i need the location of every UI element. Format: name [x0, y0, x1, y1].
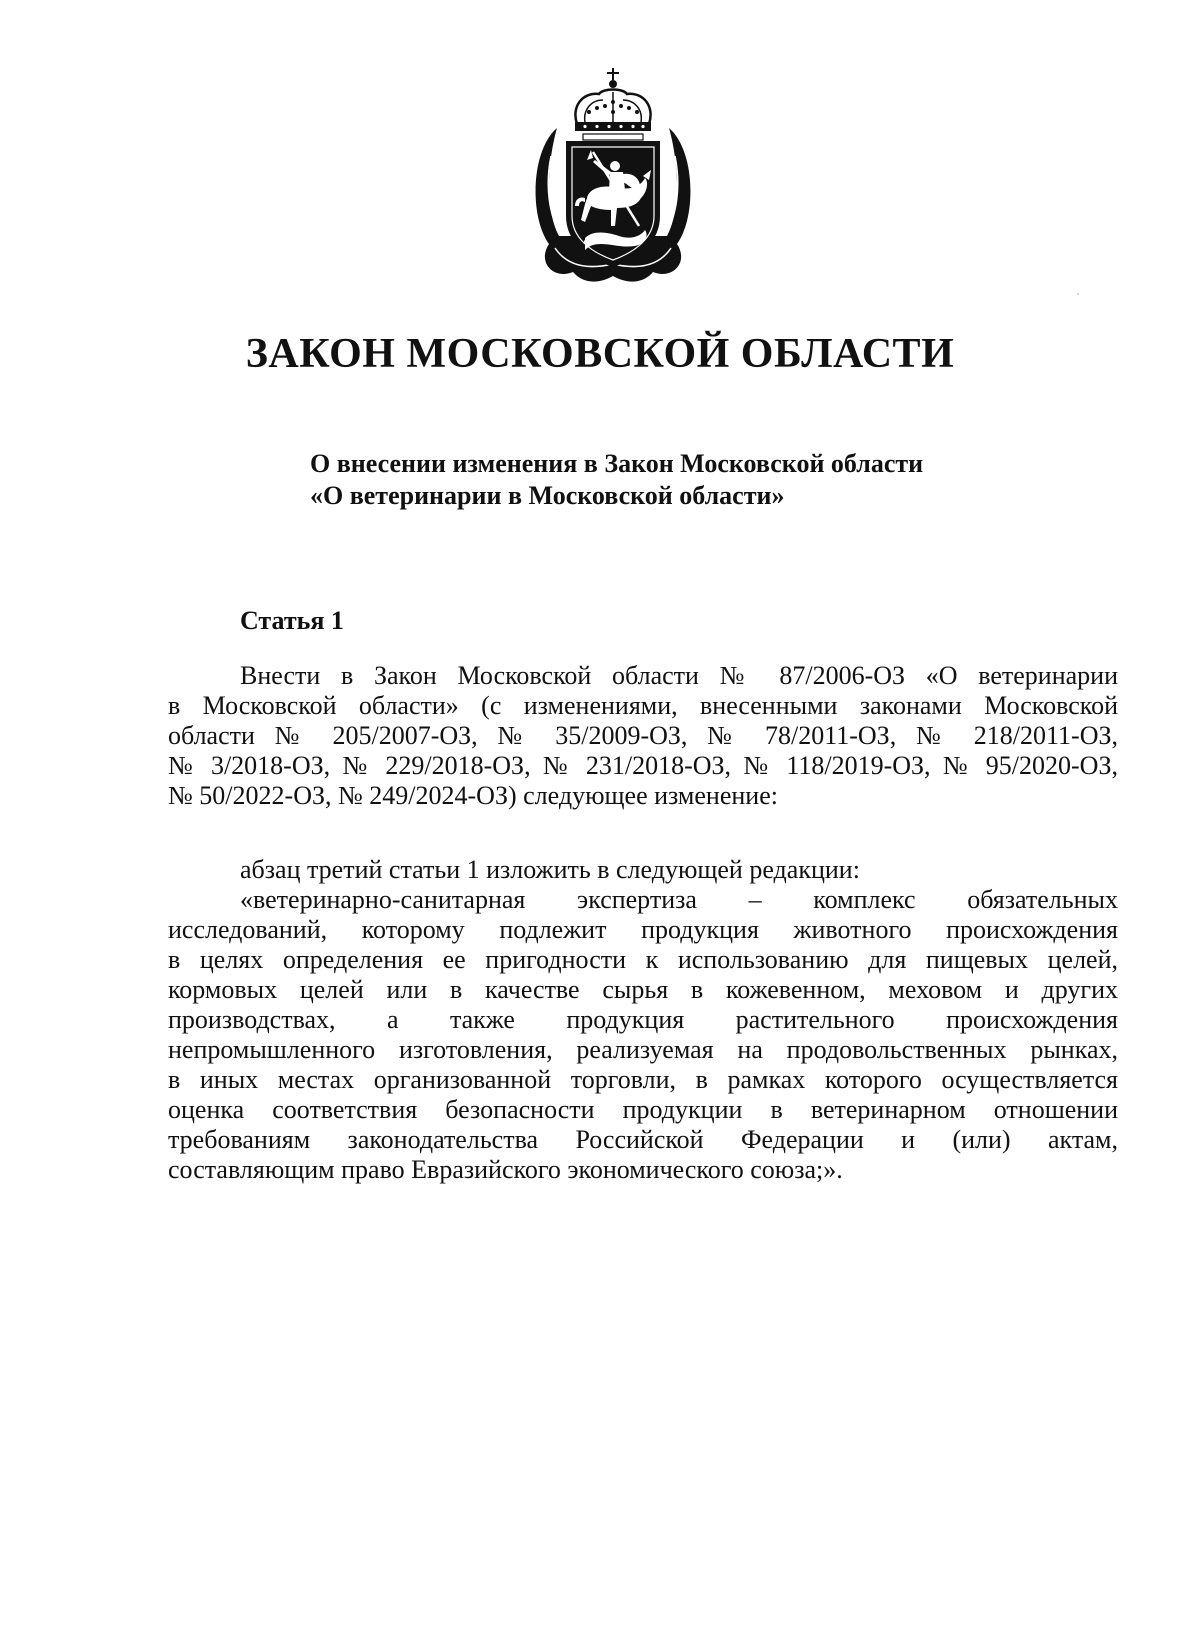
paragraph-line: в иных местах организованной торговли, в рамках которого осуществляется — [168, 1065, 1118, 1094]
paragraph-line: в Московской области» (с изменениями, внесенными законами Московской — [168, 691, 1118, 720]
paragraph-line: № 50/2022-ОЗ, № 249/2024-ОЗ) следующее изменение: — [168, 781, 778, 810]
article-heading: Статья 1 — [240, 606, 344, 635]
paragraph-new-wording — [168, 885, 1118, 1185]
paragraph-line: непромышленного изготовления, реализуемая на продовольственных рынках, — [168, 1035, 1118, 1064]
paragraph-line: составляющим право Евразийского экономического союза;». — [168, 1155, 843, 1184]
subtitle-line: О внесении изменения в Закон Московской области — [310, 449, 924, 478]
paragraph-line: оценка соответствия безопасности продукции в ветеринарном отношении — [168, 1095, 1118, 1124]
paragraph-line: Внести в Закон Московской области № 87/2006-ОЗ «О ветеринарии — [240, 661, 1118, 690]
crown-icon — [575, 68, 651, 131]
motto-ribbon — [583, 134, 643, 140]
paragraph-line: области № 205/2007-ОЗ, № 35/2009-ОЗ, № 78/2011-ОЗ, № 218/2011-ОЗ, — [168, 721, 1118, 750]
paragraph-instruction — [168, 855, 1118, 885]
subtitle-line: «О ветеринарии в Московской области» — [310, 481, 785, 510]
paragraph-line: исследований, которому подлежит продукция животного происхождения — [168, 915, 1118, 944]
paragraph-line: «ветеринарно-санитарная экспертиза – комплекс обязательных — [240, 885, 1118, 914]
paragraph-line: в целях определения ее пригодности к использованию для пищевых целей, — [168, 945, 1118, 974]
document-title: ЗАКОН МОСКОВСКОЙ ОБЛАСТИ — [245, 331, 955, 377]
paragraph-line: абзац третий статьи 1 изложить в следующей редакции: — [240, 855, 860, 884]
coat-of-arms-emblem — [527, 66, 699, 288]
scan-artifact — [1077, 293, 1079, 295]
paragraph-line: № 3/2018-ОЗ, № 229/2018-ОЗ, № 231/2018-ОЗ, № 118/2019-ОЗ, № 95/2020-ОЗ, — [168, 751, 1118, 780]
paragraph-line: кормовых целей или в качестве сырья в кожевенном, меховом и других — [168, 975, 1118, 1004]
document-subtitle — [310, 448, 1010, 512]
paragraph-amendment-intro — [168, 661, 1118, 811]
paragraph-line: производствах, а также продукция растительного происхождения — [168, 1005, 1118, 1034]
paragraph-line: требованиям законодательства Российской Федерации и (или) актам, — [168, 1125, 1118, 1154]
